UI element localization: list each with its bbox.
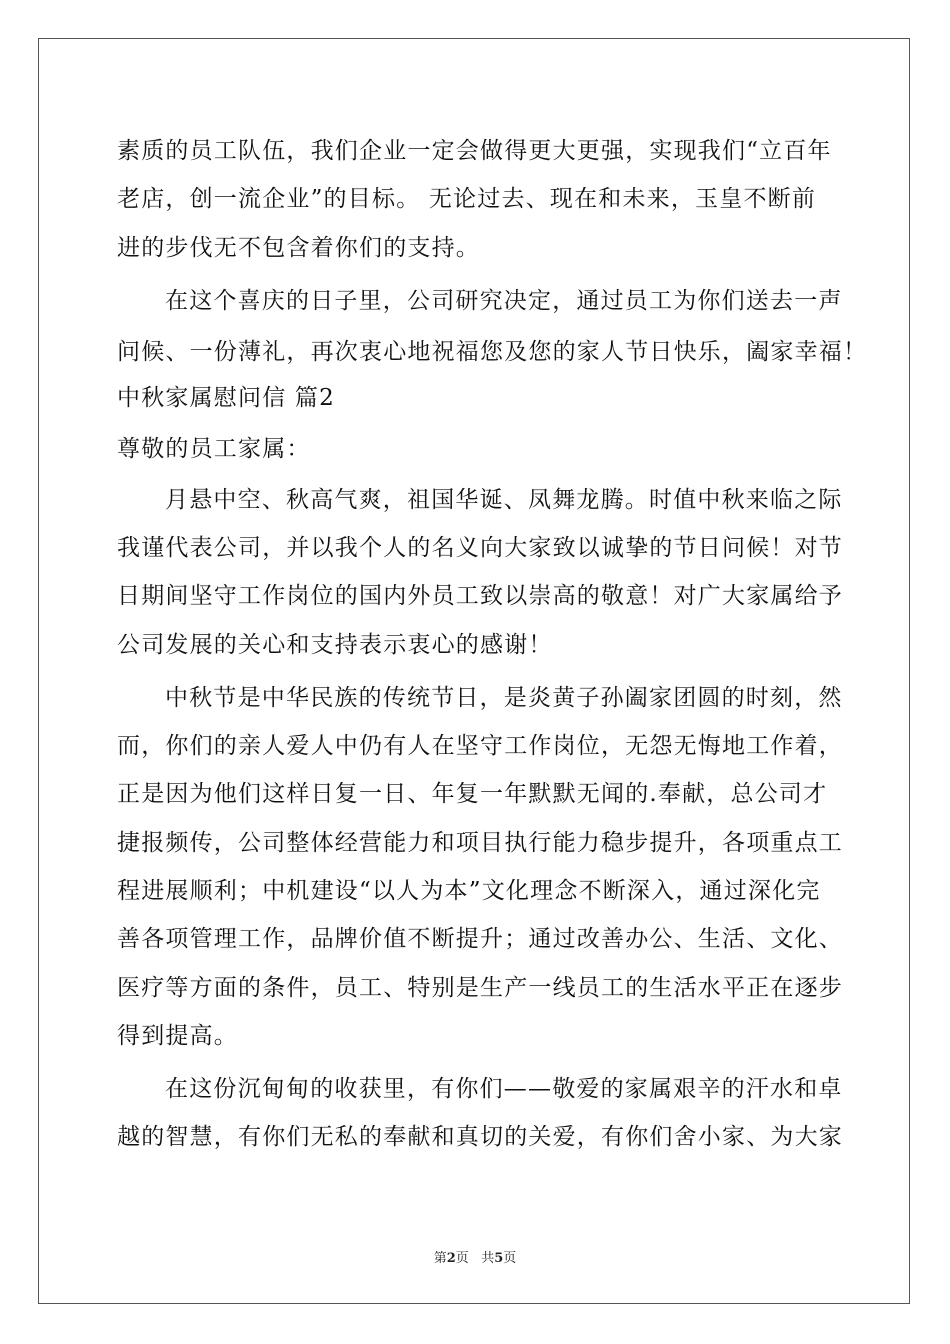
text-line: 正是因为他们这样日复一日、年复一年默默无闻的.奉献，总公司才 bbox=[117, 781, 828, 807]
page-total: 5 bbox=[494, 1251, 504, 1266]
page-unit: 页 bbox=[455, 1251, 469, 1266]
text-line: 中秋节是中华民族的传统节日，是炎黄子孙阖家团圆的时刻，然 bbox=[165, 685, 843, 711]
text-line: 老店，创一流企业”的目标。 无论过去、现在和未来，玉皇不断前 bbox=[117, 186, 817, 212]
text-line: 得到提高。 bbox=[117, 1023, 238, 1049]
text-line: 公司发展的关心和支持表示衷心的感谢！ bbox=[117, 632, 553, 658]
page-footer bbox=[0, 1247, 950, 1266]
text-line: 日期间坚守工作岗位的国内外员工致以崇高的敬意！对广大家属给予 bbox=[117, 583, 843, 609]
text-line: 越的智慧，有你们无私的奉献和真切的关爱，有你们舍小家、为大家 bbox=[117, 1124, 843, 1150]
text-line: 我谨代表公司，并以我个人的名义向大家致以诚挚的节日问候！对节 bbox=[117, 535, 843, 561]
page-current: 2 bbox=[446, 1251, 456, 1266]
text-line: 善各项管理工作，品牌价值不断提升；通过改善办公、生活、文化、 bbox=[117, 926, 843, 952]
page-prefix: 第 bbox=[433, 1251, 447, 1266]
text-line: 素质的员工队伍，我们企业一定会做得更大更强，实现我们“立百年 bbox=[117, 138, 832, 164]
total-prefix: 共 bbox=[481, 1251, 495, 1266]
total-unit: 页 bbox=[503, 1251, 517, 1266]
text-line: 问候、一份薄礼，再次衷心地祝福您及您的家人节日快乐，阖家幸福！ bbox=[117, 339, 868, 365]
text-line: 进的步伐无不包含着你们的支持。 bbox=[117, 235, 480, 261]
text-line: 程进展顺利；中机建设“以人为本”文化理念不断深入，通过深化完 bbox=[117, 878, 821, 904]
text-line: 捷报频传，公司整体经营能力和项目执行能力稳步提升，各项重点工 bbox=[117, 830, 843, 856]
text-line: 医疗等方面的条件，员工、特别是生产一线员工的生活水平正在逐步 bbox=[117, 975, 843, 1001]
text-line: 在这个喜庆的日子里，公司研究决定，通过员工为你们送去一声 bbox=[165, 288, 843, 314]
text-line: 月悬中空、秋高气爽，祖国华诞、凤舞龙腾。时值中秋来临之际 bbox=[165, 487, 843, 513]
text-line: 而，你们的亲人爱人中仍有人在坚守工作岗位，无怨无悔地工作着， bbox=[117, 733, 843, 759]
salutation: 尊敬的员工家属： bbox=[117, 436, 311, 462]
page-frame bbox=[38, 38, 910, 1304]
section-heading: 中秋家属慰问信 篇2 bbox=[117, 385, 335, 411]
text-line: 在这份沉甸甸的收获里，有你们——敬爱的家属艰辛的汗水和卓 bbox=[165, 1076, 843, 1102]
